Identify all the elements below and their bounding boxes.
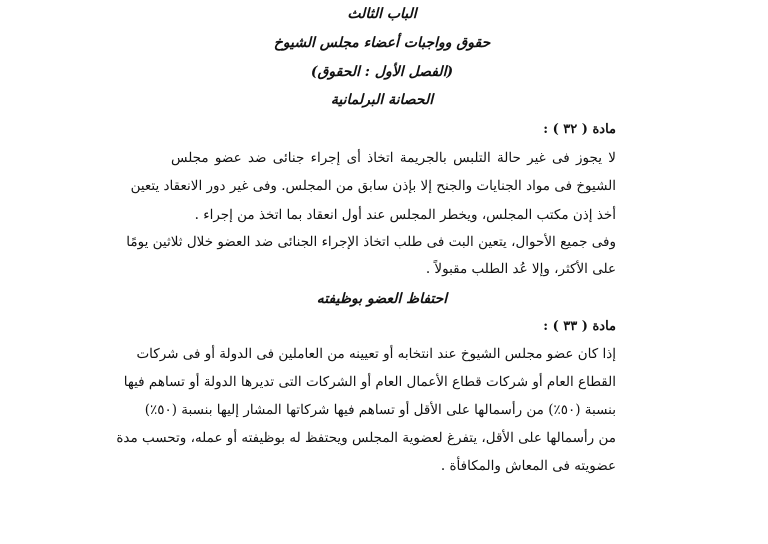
topic-heading-immunity: الحصانة البرلمانية bbox=[330, 92, 434, 108]
article-32-line: الشيوخ فى مواد الجنايات والجنح إلا بإذن سابق من المجلس. وفى غير دور الانعقاد يتعين bbox=[130, 178, 616, 194]
article-33-line: من رأسمالها على الأقل، يتفرغ لعضوية المجلس ويحتفظ له بوظيفته أو عمله، وتحسب مدة bbox=[116, 430, 616, 446]
section-title: (الفصل الأول : الحقوق) bbox=[310, 64, 454, 80]
article-33-line: القطاع العام أو شركات قطاع الأعمال العام أو الشركات التى تديرها الدولة أو تساهم فيها bbox=[123, 374, 616, 390]
topic-heading-job-retention: احتفاظ العضو بوظيفته bbox=[316, 291, 448, 307]
article-33-label: مادة ( ٣٣ ) : bbox=[543, 319, 616, 334]
document-page bbox=[116, 0, 616, 544]
chapter-subtitle: حقوق وواجبات أعضاء مجلس الشيوخ bbox=[273, 35, 491, 51]
article-32-label: مادة ( ٣٢ ) : bbox=[543, 122, 616, 137]
article-33-line: إذا كان عضو مجلس الشيوخ عند انتخابه أو تعيينه من العاملين فى الدولة أو فى شركات bbox=[136, 346, 616, 362]
article-33-line: بنسبة (٥٠٪) من رأسمالها على الأقل أو تساهم فيها شركاتها المشار إليها بنسبة (٥٠٪) bbox=[144, 402, 616, 418]
article-32-line: على الأكثر، وإلا عُد الطلب مقبولاً . bbox=[425, 261, 616, 277]
chapter-title: الباب الثالث bbox=[347, 6, 417, 22]
article-33-line: عضويته فى المعاش والمكافأة . bbox=[440, 458, 616, 474]
article-32-line: لا يجوز فى غير حالة التلبس بالجريمة اتخاذ أى إجراء جنائى ضد عضو مجلس bbox=[171, 150, 616, 166]
article-32-line: أخذ إذن مكتب المجلس، ويخطر المجلس عند أول انعقاد بما اتخذ من إجراء . bbox=[194, 207, 616, 223]
article-32-line: وفى جميع الأحوال، يتعين البت فى طلب اتخاذ الإجراء الجنائى ضد العضو خلال ثلاثين يومًا bbox=[126, 234, 616, 250]
